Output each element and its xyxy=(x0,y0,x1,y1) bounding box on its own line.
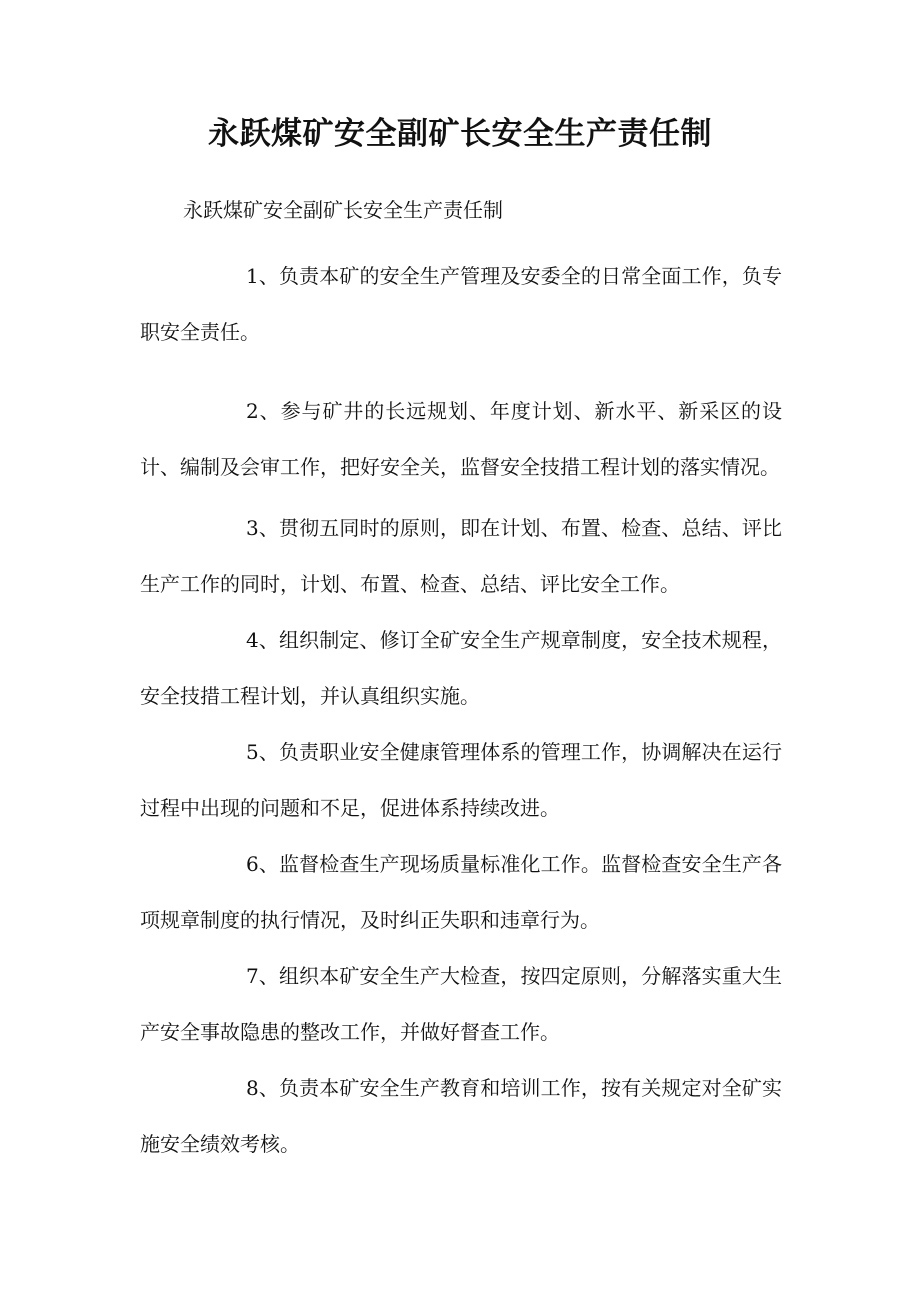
paragraph-5: 5、负责职业安全健康管理体系的管理工作，协调解决在运行过程中出现的问题和不足，促进体系持续改进。 xyxy=(140,740,782,820)
paragraph-4: 4、组织制定、修订全矿安全生产规章制度，安全技术规程，安全技措工程计划，并认真组织实施。 xyxy=(140,628,782,708)
paragraph-6: 6、监督检查生产现场质量标准化工作。监督检查安全生产各项规章制度的执行情况，及时纠正失职和违章行为。 xyxy=(140,852,782,932)
document-subtitle: 永跃煤矿安全副矿长安全生产责任制 xyxy=(183,198,503,222)
paragraph-8: 8、负责本矿安全生产教育和培训工作，按有关规定对全矿实施安全绩效考核。 xyxy=(140,1076,782,1156)
paragraph-1: 1、负责本矿的安全生产管理及安委全的日常全面工作，负专职安全责任。 xyxy=(140,264,782,344)
paragraph-2: 2、参与矿井的长远规划、年度计划、新水平、新采区的设计、编制及会审工作，把好安全关，监督安全技措工程计划的落实情况。 xyxy=(140,399,782,479)
paragraph-3: 3、贯彻五同时的原则，即在计划、布置、检查、总结、评比生产工作的同时，计划、布置、检查、总结、评比安全工作。 xyxy=(140,516,782,596)
paragraph-7: 7、组织本矿安全生产大检查，按四定原则，分解落实重大生产安全事故隐患的整改工作，并做好督查工作。 xyxy=(140,964,782,1044)
document-title: 永跃煤矿安全副矿长安全生产责任制 xyxy=(208,116,712,152)
document-body xyxy=(140,248,782,1172)
